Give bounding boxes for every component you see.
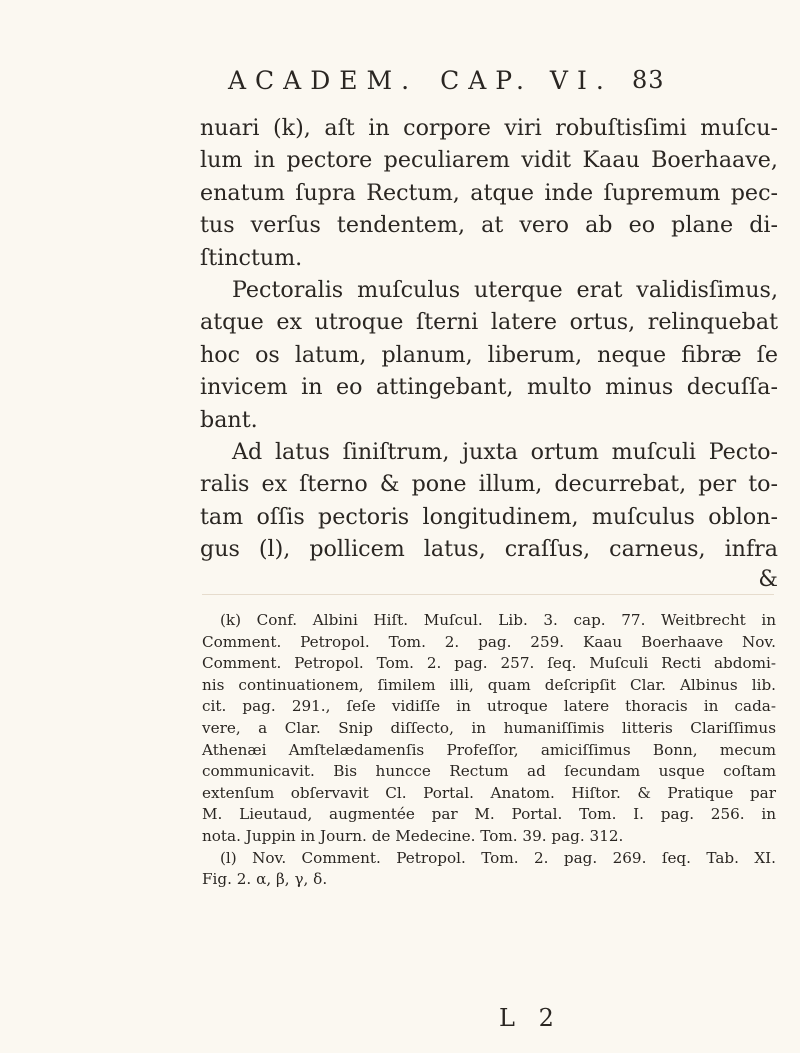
page-number: 83: [632, 66, 665, 94]
text-line: lum in pectore peculiarem vidit Kaau Boerhaave,: [200, 147, 778, 174]
footnote-line: Fig. 2. α, β, γ, δ.: [202, 870, 328, 889]
footnote-line: nota. Juppin in Journ. de Medecine. Tom. 39. pag. 312.: [202, 826, 624, 845]
text-line: invicem in eo attingebant, multo minus decuſſa-: [200, 374, 778, 401]
footnote-line: Comment. Petropol. Tom. 2. pag. 259. Kaau Boerhaave Nov.: [202, 632, 776, 651]
footnote-line: Comment. Petropol. Tom. 2. pag. 257. ſeq. Muſculi Recti abdomi-: [202, 654, 776, 673]
running-head-chapter: CAP. VI.: [440, 66, 613, 95]
catchword: &: [758, 566, 778, 592]
text-line: bant.: [200, 406, 258, 433]
text-line: nuari (k), aſt in corpore viri robuſtisſimi muſcu-: [200, 115, 778, 141]
main-text: [200, 112, 778, 596]
footnote-line: extenſum obſervavit Cl. Portal. Anatom. Hiſtor. & Pratique par: [202, 783, 776, 802]
text-line: enatum ſupra Rectum, atque inde ſupremum pec-: [200, 179, 778, 206]
text-line: gus (l), pollicem latus, craſſus, carneus, infra: [200, 536, 778, 563]
footnote-line: communicavit. Bis huncce Rectum ad ſecundam usque coſtam: [202, 762, 776, 781]
footnote-line: cit. pag. 291., ſeſe vidiſſe in utroque latere thoracis in cada-: [202, 697, 776, 716]
text-line: tam oſſis pectoris longitudinem, muſculus oblon-: [200, 503, 778, 530]
footnote-line: vere, a Clar. Snip diſſecto, in humaniſſimis litteris Clariſſimus: [202, 718, 776, 737]
footnote-line: (k) Conf. Albini Hiſt. Muſcul. Lib. 3. cap. 77. Weitbrecht in: [220, 611, 776, 629]
text-line: tus verſus tendentem, at vero ab eo plane di-: [200, 212, 778, 239]
text-line: hoc os latum, planum, liberum, neque fibræ ſe: [200, 341, 778, 368]
footnote-line: Athenæi Amſtelædamenſis Profeſſor, amiciſſimus Bonn, mecum: [202, 740, 776, 759]
signature-mark: L 2: [499, 1004, 562, 1032]
running-head-title: ACADEM.: [228, 66, 419, 95]
footnote-line: M. Lieutaud, augmentée par M. Portal. Tom. I. pag. 256. in: [202, 805, 776, 824]
text-line: atque ex utroque ſterni latere ortus, relinquebat: [200, 309, 778, 336]
text-line: ralis ex ſterno & pone illum, decurrebat, per to-: [200, 471, 778, 498]
footnote-line: (l) Nov. Comment. Petropol. Tom. 2. pag. 269. ſeq. Tab. XI.: [220, 848, 776, 867]
running-head: [228, 66, 665, 95]
footnotes: [202, 610, 776, 891]
text-line: Ad latus ſiniſtrum, juxta ortum muſculi Pecto-: [232, 439, 778, 466]
footnote-divider: [202, 594, 774, 595]
text-line: Pectoralis muſculus uterque erat validisſimus,: [232, 277, 778, 304]
text-line: ſtinctum.: [200, 244, 303, 271]
footnote-line: nis continuationem, ſimilem illi, quam deſcripſit Clar. Albinus lib.: [202, 675, 776, 694]
